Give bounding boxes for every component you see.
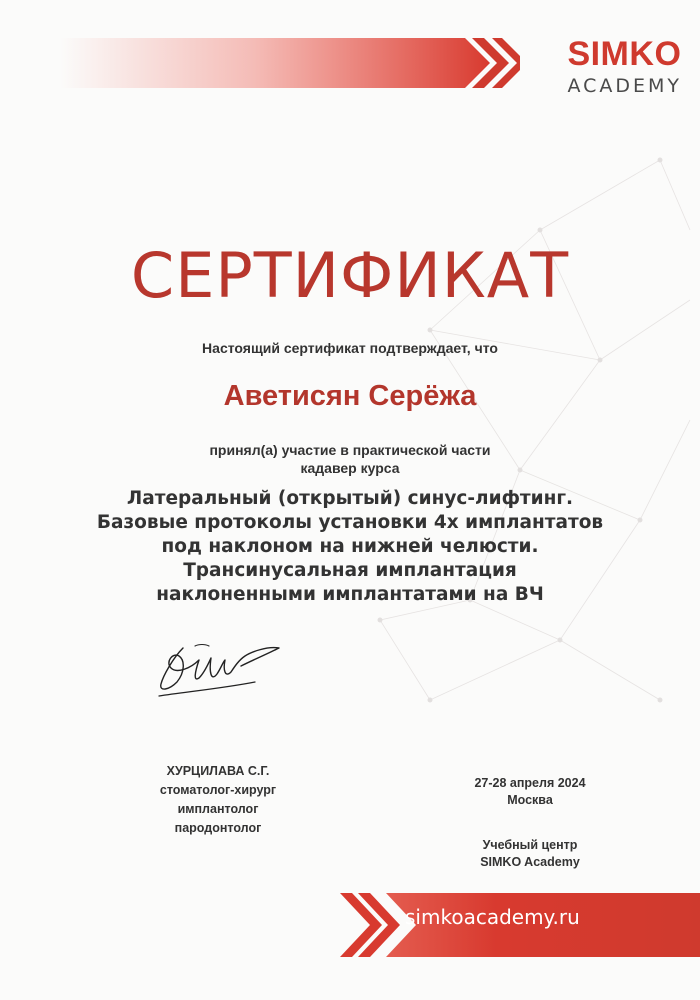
course-line: Латеральный (открытый) синус-лифтинг. [126,488,574,509]
participation-text [0,441,700,477]
course-line: под наклоном на нижней челюсти. [161,536,539,557]
website-link[interactable]: simkoacademy.ru [405,905,580,929]
participation-line: кадавер курса [300,460,400,476]
logo-brand: SIMKO [567,35,682,73]
issuer-line: SIMKO Academy [480,855,580,869]
event-city: Москва [507,793,553,807]
course-line: Базовые протоколы установки 4х имплантатов [96,512,604,533]
course-line: Трансинусальная имплантация [183,560,517,581]
signatory-name: ХУРЦИЛАВА С.Г. [166,764,270,778]
simko-academy-logo [567,36,682,98]
issuer-block [430,837,630,871]
signatory-block [118,762,318,838]
signatory-title: имплантолог [177,802,259,816]
course-line: наклоненными имплантатами на ВЧ [156,584,544,605]
logo-subtitle: ACADEMY [567,75,682,97]
issuer-line: Учебный центр [482,838,578,852]
event-date-place [430,775,630,809]
recipient-name: Аветисян Серёжа [223,380,477,412]
participation-line: принял(а) участие в практической части [209,442,491,458]
certificate-title: СЕРТИФИКАТ [130,239,570,312]
course-title [0,487,700,607]
signature [155,638,285,702]
confirmation-text: Настоящий сертификат подтверждает, что [202,340,498,356]
signatory-title: стоматолог-хирург [159,783,277,797]
top-decorative-stripe [0,38,520,88]
signatory-title: пародонтолог [174,821,262,835]
event-dates: 27-28 апреля 2024 [474,776,586,790]
